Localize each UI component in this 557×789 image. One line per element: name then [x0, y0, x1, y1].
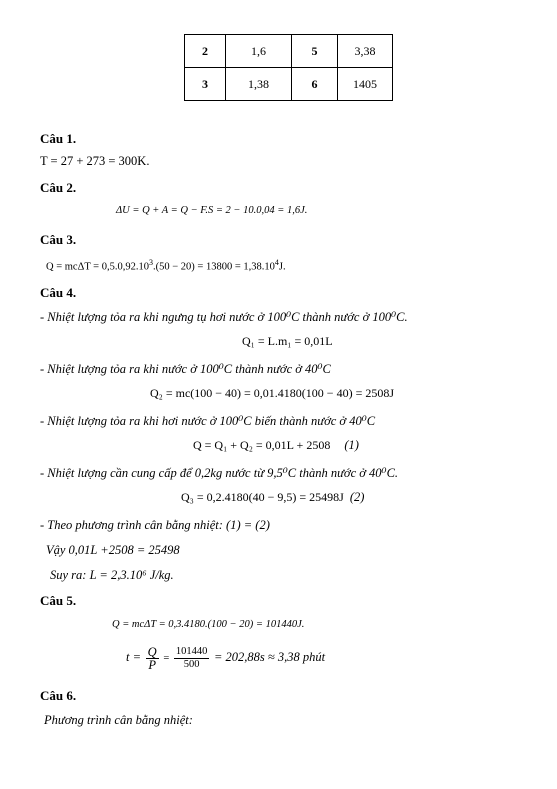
question-1-heading: Câu 1. [40, 131, 77, 146]
table-row [185, 68, 393, 101]
question-4-statement-6: Vậy 0,01L +2508 = 25498 [46, 543, 180, 557]
table-cell: 1,6 [226, 35, 292, 68]
table-cell: 1,38 [226, 68, 292, 101]
question-1-equation: T = 27 + 273 = 300K. [40, 154, 150, 168]
question-4-statement-5: - Theo phương trình cân bằng nhiệt: (1) = (2) [40, 518, 270, 532]
question-3-equation: $Q = mc\Delta T = 0,5.0,92.10^3.(50 - 20) = 13800 = 1,38.10^4J$. [46, 258, 286, 273]
question-4-statement-2: - Nhiệt lượng tỏa ra khi nước ở 100⁰C thành nước ở 40⁰C [40, 362, 331, 376]
question-4-heading: Câu 4. [40, 285, 77, 300]
table-row [185, 35, 393, 68]
question-2-equation: ΔU = Q + A = Q − F.S = 2 − 10.0,04 = 1,6J. [116, 205, 308, 216]
table-cell: 5 [292, 35, 338, 68]
results-table [184, 34, 393, 101]
question-5-heading: Câu 5. [40, 593, 77, 608]
question-4-statement-1: - Nhiệt lượng tỏa ra khi ngưng tụ hơi nước ở 100⁰C thành nước ở 100⁰C. [40, 310, 408, 324]
question-4-statement-3: - Nhiệt lượng tỏa ra khi hơi nước ở 100⁰C biến thành nước ở 40⁰C [40, 414, 376, 428]
question-4-statement-4: - Nhiệt lượng cần cung cấp để 0,2kg nước từ 9,5⁰C thành nước ở 40⁰C. [40, 466, 399, 480]
question-4-equation-1: Q₁ = L.m₁ = 0,01L [242, 334, 333, 348]
fraction: $\frac{101440}{500}$ [175, 646, 208, 670]
question-5-equation-1: Q = mcΔT = 0,3.4180.(100 − 20) = 101440J. [112, 619, 305, 630]
fraction: $\frac{Q}{P}$ [147, 645, 157, 672]
question-6-statement: Phương trình cân bằng nhiệt: [44, 713, 193, 727]
table-cell: 6 [292, 68, 338, 101]
table-cell: 3,38 [338, 35, 393, 68]
table-cell: 3 [185, 68, 226, 101]
question-6-heading: Câu 6. [40, 688, 77, 703]
table-cell: 2 [185, 35, 226, 68]
table-cell: 1405 [338, 68, 393, 101]
question-5-equation-2: t = $\frac{Q}{P}$ = $\frac{101440}{500}$ = 202,88s ≈ 3,38 phút [126, 645, 326, 672]
question-4-statement-7: Suy ra: L = 2,3.10⁶ J/kg. [50, 568, 174, 582]
question-3-heading: Câu 3. [40, 232, 77, 247]
question-2-heading: Câu 2. [40, 180, 77, 195]
question-4-equation-4: Q₃ = 0,2.4180(40 − 9,5) = 25498J (2) [181, 490, 365, 504]
question-4-equation-2: Q₂ = mc(100 − 40) = 0,01.4180(100 − 40) = 2508J [150, 386, 395, 400]
question-4-equation-3: Q = Q₁ + Q₂ = 0,01L + 2508 (1) [193, 438, 359, 452]
